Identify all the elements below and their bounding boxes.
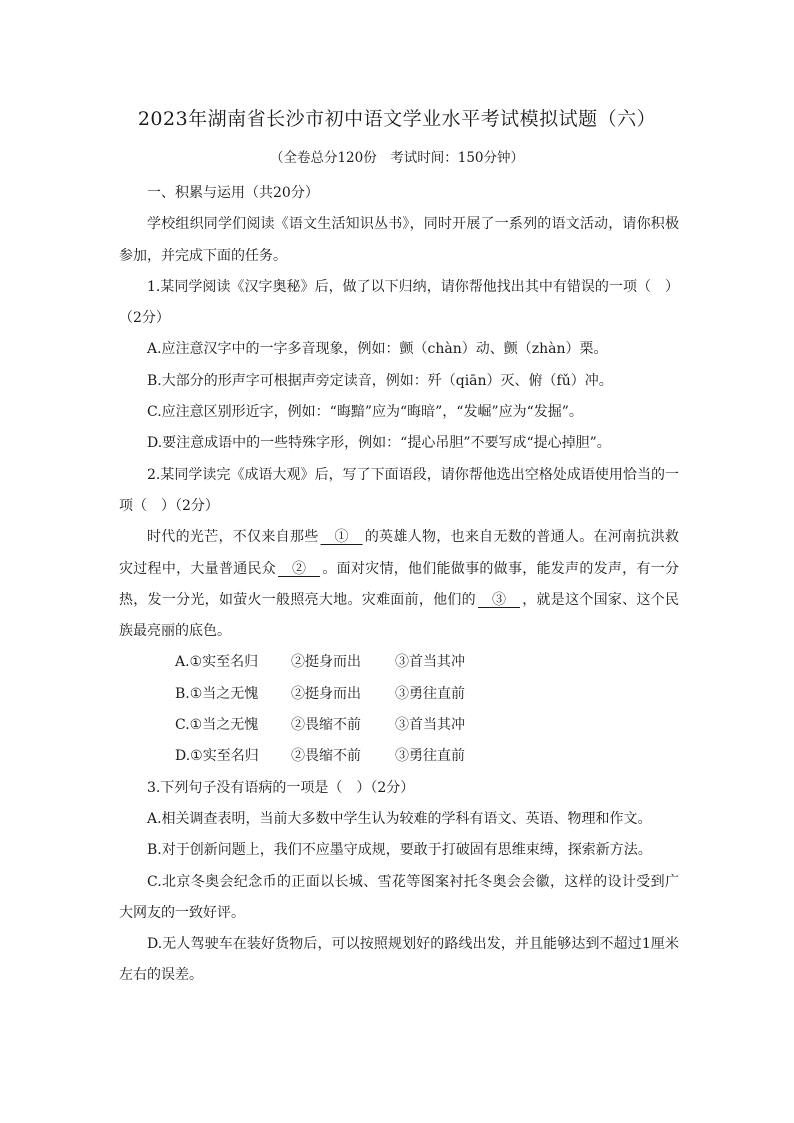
option-c-col2: ②畏缩不前 [291, 717, 361, 734]
passage-text-2: 的英雄人物，也来自无数的普通人。在河南抗洪救灾过程中，大量普通民众 [119, 529, 680, 577]
passage-text-1: 时代的光芒，不仅来自那些 [147, 529, 319, 546]
exam-subtitle: （全卷总分120份 考试时间：150分钟） [269, 150, 525, 166]
question-1-option-d: D.要注意成语中的一些特殊字形，例如：“提心吊胆”不要写成“提心掉胆”。 [147, 435, 611, 452]
option-d-col1: D.①实至名归 [175, 748, 259, 765]
passage-blank-2: ② [278, 560, 321, 577]
option-a-col2: ②挺身而出 [291, 654, 361, 671]
question-3-stem: 3.下列句子没有语病的一项是（ ）（2分） [147, 779, 415, 796]
passage-text-4: ，就是这个国家、这个民族最亮丽的底色。 [119, 591, 680, 640]
question-2-passage [119, 522, 679, 647]
option-d-col3: ③勇往直前 [395, 748, 465, 765]
question-2-stem: 2.某同学读完《成语大观》后，写了下面语段，请你帮他选出空格处成语使用恰当的一项（ ）（2分） [119, 466, 679, 514]
option-c-col1: C.①当之无愧 [175, 717, 259, 734]
question-3-option-b: B.对于创新问题上，我们不应墨守成规，要敢于打破固有思维束缚，探索新方法。 [147, 842, 652, 859]
question-2-option-d [119, 741, 679, 772]
passage-blank-1: ① [320, 529, 363, 546]
option-d-col2: ②畏缩不前 [291, 748, 361, 765]
question-1-option-b: B.大部分的形声字可根据声旁定读音，例如：歼（qiān）灭、俯（fǔ）冲。 [147, 372, 613, 389]
passage-text-3: 。面对灾情，他们能做事的做事，能发声的发声，有一分热，发一分光，如萤火一般照亮大地。灾难面前，他们的 [119, 560, 680, 608]
question-3-option-d: D.无人驾驶车在装好货物后，可以按照规划好的路线出发，并且能够达到不超过1厘米左右的误差。 [119, 936, 679, 984]
section-intro: 学校组织同学们阅读《语文生活知识丛书》，同时开展了一系列的语文活动，请你积极参加，并完成下面的任务。 [119, 216, 679, 264]
option-a-col3: ③首当其冲 [395, 654, 465, 671]
question-1-option-a: A.应注意汉字中的一字多音现象，例如：颤（chàn）动、颤（zhàn）栗。 [147, 341, 608, 358]
section-heading: 一、积累与运用（共20分） [147, 185, 319, 201]
option-b-col2: ②挺身而出 [291, 685, 361, 702]
question-1-stem: 1.某同学阅读《汉字奥秘》后，做了以下归纳，请你帮他找出其中有错误的一项（ ）（2分） [119, 278, 679, 327]
option-b-col3: ③勇往直前 [395, 685, 465, 702]
question-2-option-a [119, 647, 679, 678]
option-c-col3: ③首当其冲 [395, 717, 465, 734]
question-2-option-c [119, 710, 679, 741]
passage-blank-3: ③ [477, 591, 520, 608]
option-b-col1: B.①当之无愧 [175, 685, 259, 702]
option-a-col1: A.①实至名归 [175, 654, 259, 671]
question-2-option-b [119, 679, 679, 710]
question-3-option-c: C.北京冬奥会纪念币的正面以长城、雪花等图案衬托冬奥会会徽，这样的设计受到广大网友的一致好评。 [119, 873, 679, 921]
question-1-option-c: C.应注意区别形近字，例如：“晦黯”应为“晦暗”，“发崛”应为“发掘”。 [147, 404, 583, 421]
exam-title: 2023年湖南省长沙市初中语文学业水平考试模拟试题（六） [137, 108, 657, 130]
question-3-option-a: A.相关调查表明，当前大多数中学生认为较难的学科有语文、英语、物理和作文。 [147, 810, 652, 827]
exam-content [119, 178, 679, 992]
